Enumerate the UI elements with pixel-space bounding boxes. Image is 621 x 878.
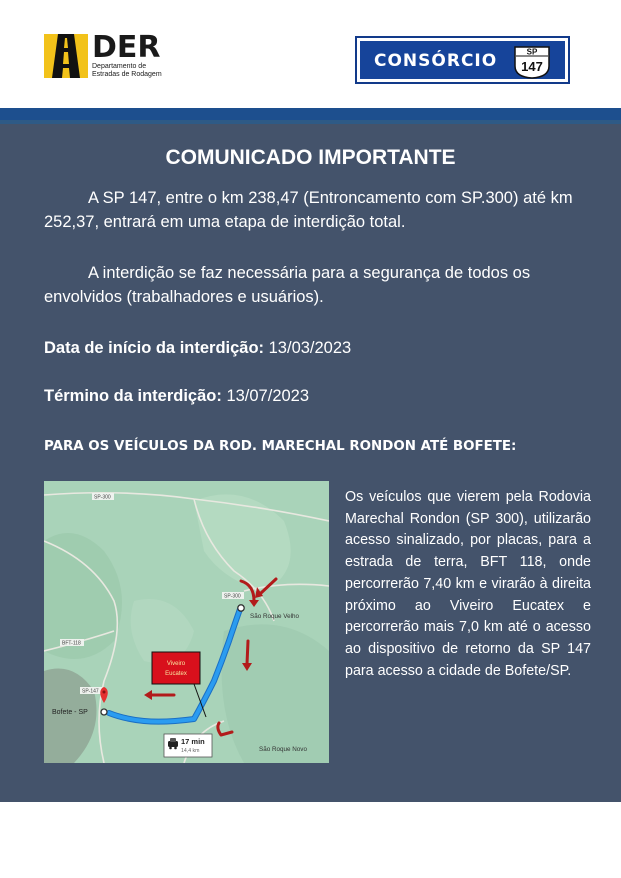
route-map [44, 481, 329, 763]
end-date-value: 13/07/2023 [221, 387, 310, 405]
header [0, 0, 621, 108]
map-place-start: São Roque Velho [250, 613, 300, 620]
map-place-end: Bofete - SP [52, 709, 88, 716]
start-date-line [44, 339, 351, 358]
der-logo-name: DER [92, 30, 161, 65]
map-place-other: São Roque Novo [259, 746, 307, 753]
map-road-label: BFT-118 [62, 640, 81, 647]
paragraph-closure: A SP 147, entre o km 238,47 (Entroncamento com SP.300) até km 252,37, entrará em uma etapa de interdição total. [44, 189, 573, 231]
landmark-label: Viveiro [166, 661, 186, 667]
header-divider [0, 108, 621, 120]
map-road-label: SP-300 [94, 494, 111, 501]
landmark-label: Eucatex [165, 671, 187, 677]
section-heading: PARA OS VEÍCULOS DA ROD. MARECHAL RONDON ATÉ BOFETE: [44, 439, 517, 454]
der-logo-subtitle: Departamento de Estradas de Rodagem [92, 63, 162, 78]
der-logo [44, 30, 164, 80]
consorcio-logo-name: CONSÓRCIO [374, 51, 498, 71]
notice-title: COMUNICADO IMPORTANTE [165, 146, 456, 169]
start-date-value: 13/03/2023 [264, 339, 352, 357]
road-icon [44, 34, 88, 78]
paragraph-safety: A interdição se faz necessária para a segurança de todos os envolvidos (trabalhadores e usuários). [44, 264, 531, 306]
route-end-marker [101, 709, 107, 715]
map-road-label: SP-300 [224, 593, 241, 600]
consorcio-logo [355, 36, 570, 84]
trip-distance: 14,4 km [181, 748, 200, 754]
start-date-label: Data de início da interdição: [44, 339, 265, 357]
notice-panel [0, 124, 621, 802]
highway-shield-icon [512, 44, 552, 80]
consorcio-logo-badge [360, 41, 565, 79]
end-date-line [44, 387, 309, 406]
footer [0, 802, 621, 878]
route-start-marker [238, 605, 244, 611]
shield-number: 147 [521, 59, 543, 74]
shield-prefix: SP [526, 47, 538, 57]
route-description: Os veículos que vierem pela Rodovia Marechal Rondon (SP 300), utilizarão acesso sinalizado, por placas, para a estrada de terra, BFT 118, onde percorrerão 7,40 km e virarão à direita próximo ao Viveiro Eucatex e percorrerão mais 7,0 km até o acesso ao dispositivo de retorno da SP 147 para acesso a cidade de Bofete/SP. [345, 489, 591, 679]
map-road-label: SP-147 [82, 688, 99, 695]
trip-time: 17 min [181, 737, 205, 746]
landmark-box [152, 652, 200, 684]
end-date-label: Término da interdição: [44, 387, 222, 405]
